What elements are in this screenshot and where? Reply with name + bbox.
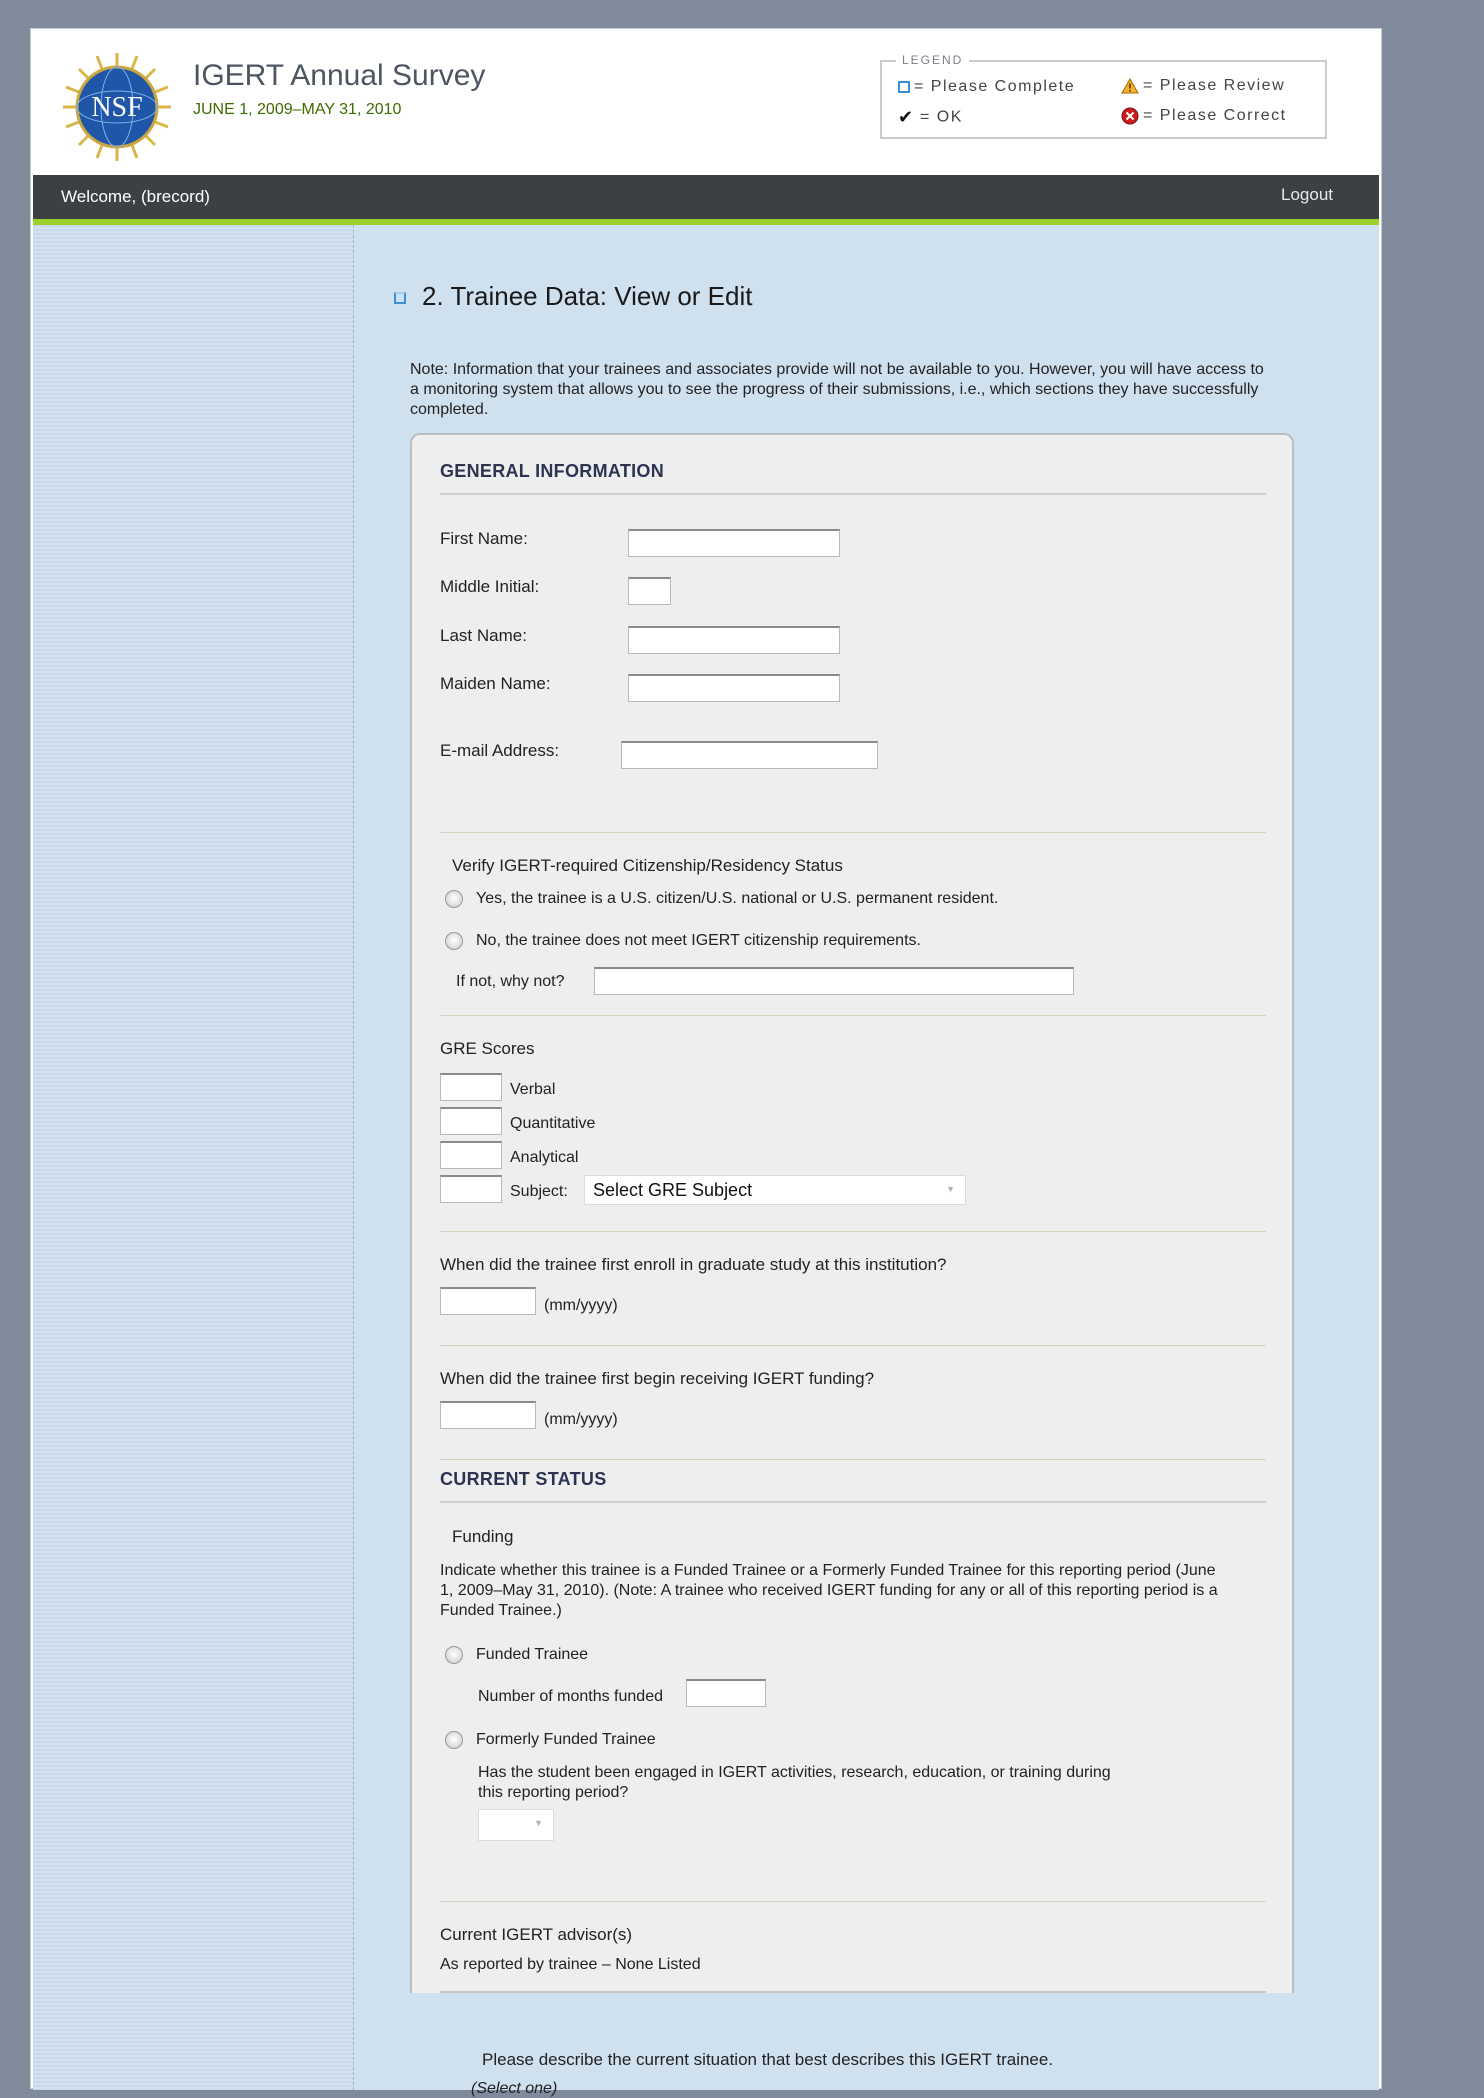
warning-icon bbox=[1121, 78, 1139, 94]
situation-hint: (Select one) bbox=[471, 2080, 558, 2097]
advisor-title: Current IGERT advisor(s) bbox=[440, 1925, 633, 1944]
legend-please-review-label: = Please Review bbox=[1143, 77, 1286, 94]
citizen-no-label: No, the trainee does not meet IGERT citizenship requirements. bbox=[476, 932, 921, 949]
formerly-funded-label: Formerly Funded Trainee bbox=[476, 1731, 656, 1748]
email-input[interactable] bbox=[621, 741, 878, 769]
trainee-form-panel bbox=[410, 433, 1294, 1993]
funded-trainee-radio[interactable] bbox=[445, 1646, 463, 1664]
engaged-select[interactable] bbox=[478, 1809, 554, 1841]
error-icon bbox=[1121, 107, 1139, 125]
legend-please-review bbox=[1121, 77, 1285, 95]
maiden-name-label: Maiden Name: bbox=[440, 674, 551, 693]
gre-subject-select[interactable] bbox=[584, 1175, 966, 1205]
maiden-name-input[interactable] bbox=[628, 674, 840, 702]
funding-start-question: When did the trainee first begin receiving IGERT funding? bbox=[440, 1369, 875, 1388]
last-name-label: Last Name: bbox=[440, 626, 527, 645]
advisor-text: As reported by trainee – None Listed bbox=[440, 1956, 701, 1973]
gre-subject-label: Subject: bbox=[510, 1183, 568, 1200]
funding-start-date-format: (mm/yyyy) bbox=[544, 1411, 618, 1428]
divider bbox=[440, 493, 1266, 495]
legend-please-correct bbox=[1121, 107, 1287, 125]
funded-trainee-label: Funded Trainee bbox=[476, 1646, 589, 1663]
middle-initial-label: Middle Initial: bbox=[440, 577, 540, 596]
nsf-logo bbox=[61, 51, 173, 163]
legend-please-correct-label: = Please Correct bbox=[1143, 107, 1287, 125]
why-not-label: If not, why not? bbox=[456, 973, 565, 990]
page-header bbox=[31, 29, 1381, 175]
legend-please-complete bbox=[898, 78, 1075, 96]
welcome-text: Welcome, (brecord) bbox=[61, 187, 210, 206]
divider bbox=[440, 1345, 1266, 1346]
section-heading-text: 2. Trainee Data: View or Edit bbox=[422, 281, 753, 311]
chevron-down-icon: ▼ bbox=[534, 1818, 543, 1828]
enroll-date-format: (mm/yyyy) bbox=[544, 1297, 618, 1314]
formerly-funded-radio[interactable] bbox=[445, 1731, 463, 1749]
please-complete-icon bbox=[394, 292, 406, 304]
gre-verbal-label: Verbal bbox=[510, 1081, 556, 1098]
funding-title: Funding bbox=[452, 1527, 514, 1546]
left-sidebar bbox=[33, 225, 354, 2090]
last-name-input[interactable] bbox=[628, 626, 840, 654]
divider bbox=[440, 1991, 1266, 1993]
why-not-input[interactable] bbox=[594, 967, 1074, 995]
divider bbox=[440, 832, 1266, 833]
gre-subject-select-value: Select GRE Subject bbox=[593, 1180, 753, 1200]
gre-analytical-label: Analytical bbox=[510, 1149, 579, 1166]
gre-quantitative-label: Quantitative bbox=[510, 1115, 596, 1132]
funding-instructions: Indicate whether this trainee is a Funded Trainee or a Formerly Funded Trainee for this reporting period (June 1, 2009–May 31, 2010). (Note: A trainee who received IGERT funding for any or all of this reporting period is a Funded Trainee.) bbox=[440, 1562, 1218, 1619]
gre-quantitative-input[interactable] bbox=[440, 1107, 502, 1135]
situation-question: Please describe the current situation that best describes this IGERT trainee. bbox=[482, 2050, 1054, 2069]
divider bbox=[440, 1901, 1266, 1902]
current-status-heading: CURRENT STATUS bbox=[440, 1469, 607, 1489]
main-content bbox=[354, 225, 1379, 2097]
legend-ok bbox=[898, 107, 963, 128]
nav-bar bbox=[33, 175, 1379, 225]
divider bbox=[440, 1459, 1266, 1460]
logout-link[interactable]: Logout bbox=[1281, 185, 1333, 204]
legend-box bbox=[880, 53, 1327, 139]
legend-please-complete-label: = Please Complete bbox=[914, 78, 1076, 95]
funding-start-date-input[interactable] bbox=[440, 1401, 536, 1429]
gre-verbal-input[interactable] bbox=[440, 1073, 502, 1101]
chevron-down-icon: ▼ bbox=[946, 1184, 955, 1194]
survey-page bbox=[30, 28, 1382, 2097]
enroll-date-input[interactable] bbox=[440, 1287, 536, 1315]
divider bbox=[440, 1501, 1266, 1503]
legend-title: LEGEND bbox=[896, 53, 969, 67]
general-information-heading: GENERAL INFORMATION bbox=[440, 461, 665, 481]
citizen-no-radio[interactable] bbox=[445, 932, 463, 950]
citizen-yes-radio[interactable] bbox=[445, 890, 463, 908]
citizenship-title: Verify IGERT-required Citizenship/Residency Status bbox=[452, 856, 843, 875]
app-title: IGERT Annual Survey bbox=[193, 59, 486, 92]
middle-initial-input[interactable] bbox=[628, 577, 671, 605]
legend-ok-label: = OK bbox=[920, 108, 963, 126]
gre-scores-title: GRE Scores bbox=[440, 1039, 535, 1058]
gre-analytical-input[interactable] bbox=[440, 1141, 502, 1169]
checkmark-icon: ✔ bbox=[898, 107, 915, 127]
first-name-label: First Name: bbox=[440, 529, 528, 548]
enroll-question: When did the trainee first enroll in graduate study at this institution? bbox=[440, 1255, 947, 1274]
survey-dates: JUNE 1, 2009–MAY 31, 2010 bbox=[193, 101, 402, 118]
citizen-yes-label: Yes, the trainee is a U.S. citizen/U.S. national or U.S. permanent resident. bbox=[476, 890, 999, 907]
email-label: E-mail Address: bbox=[440, 741, 560, 760]
months-funded-input[interactable] bbox=[686, 1679, 766, 1707]
section-heading bbox=[394, 281, 752, 312]
gre-subject-score-input[interactable] bbox=[440, 1175, 502, 1203]
divider bbox=[440, 1231, 1266, 1232]
privacy-note: Note: Information that your trainees and associates provide will not be available to you. However, you will have access to a monitoring system that allows you to see the progress of their submissions, i.e., which sections they have successfully completed. bbox=[410, 361, 1264, 418]
first-name-input[interactable] bbox=[628, 529, 840, 557]
divider bbox=[440, 1015, 1266, 1016]
logo-text: NSF bbox=[91, 92, 143, 123]
engaged-question: Has the student been engaged in IGERT activities, research, education, or training during this reporting period? bbox=[478, 1764, 1111, 1801]
months-funded-label: Number of months funded bbox=[478, 1688, 663, 1705]
please-complete-icon bbox=[898, 81, 910, 93]
